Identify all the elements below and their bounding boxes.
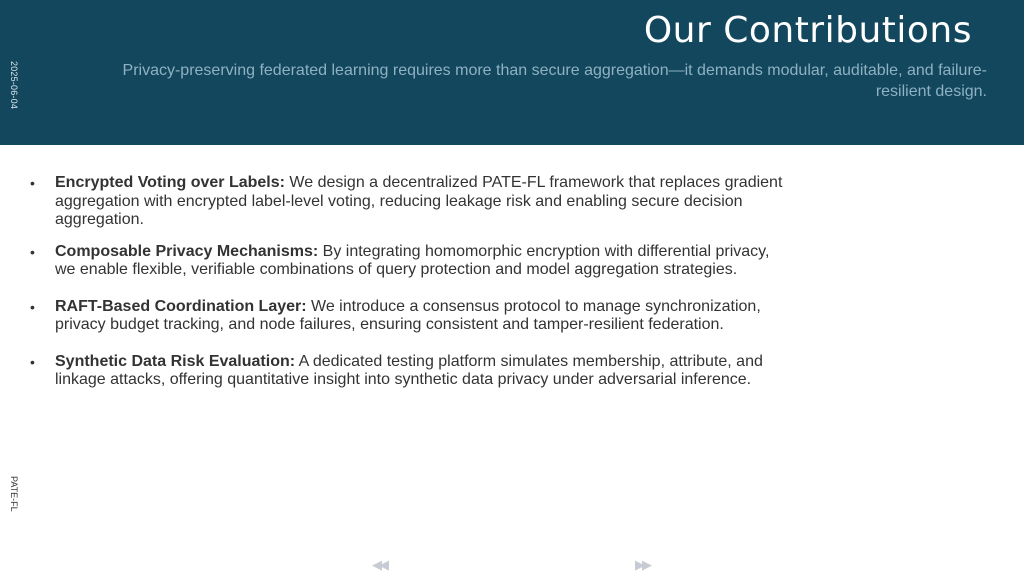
bullet-heading: Encrypted Voting over Labels: (55, 174, 285, 191)
bullet-heading: RAFT-Based Coordination Layer: (55, 297, 307, 315)
slide-title: Our Contributions (643, 10, 972, 51)
slide-date: 2025-06-04 (9, 61, 19, 110)
list-item (30, 353, 785, 390)
bullet-text: A dedicated testing platform simulates membership, attribute, and linkage attacks, offering quantitative insight into synthetic data privacy under adversarial inference. (55, 352, 763, 388)
next-slide-icon[interactable]: ▶▶ (635, 557, 649, 572)
bullet-text: We introduce a consensus protocol to manage synchronization, privacy budget tracking, and node failures, ensuring consistent and tamper-resilient federation. (55, 297, 761, 333)
bullet-marker: • (30, 175, 35, 191)
list-item (30, 174, 785, 230)
bullet-marker: • (30, 353, 35, 370)
header-banner (0, 0, 1024, 145)
slide-footer-label: PATE-FL (9, 476, 19, 512)
bullet-heading: Composable Privacy Mechanisms: (55, 242, 319, 260)
contributions-list (30, 174, 785, 390)
bullet-text: By integrating homomorphic encryption with differential privacy, we enable flexible, verifiable combinations of query protection and model aggregation strategies. (55, 242, 770, 278)
previous-slide-icon[interactable]: ◀◀ (372, 557, 386, 572)
list-item (30, 298, 785, 335)
bullet-marker: • (30, 298, 35, 315)
bullet-heading: Synthetic Data Risk Evaluation: (55, 352, 296, 370)
slide-subtitle: Privacy-preserving federated learning requires more than secure aggregation—it demands modular, auditable, and failure-resilient design. (122, 62, 987, 100)
list-item (30, 243, 785, 280)
bullet-marker: • (30, 243, 35, 260)
bullet-text: We design a decentralized PATE-FL framework that replaces gradient aggregation with encrypted label-level voting, reducing leakage risk and enabling secure decision aggregation. (55, 174, 783, 228)
